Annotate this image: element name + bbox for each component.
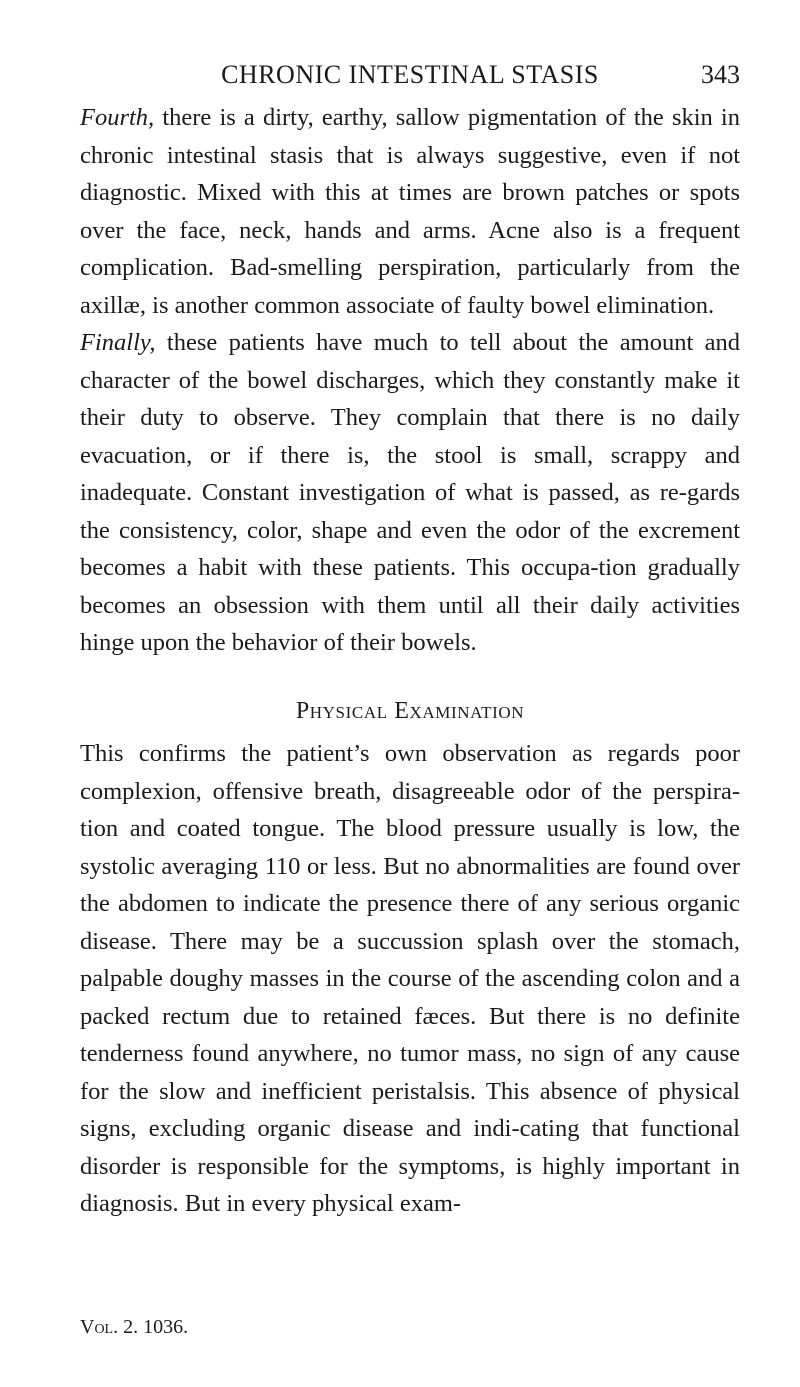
body-text [80, 99, 740, 1223]
page-number: 343 [701, 60, 740, 89]
paragraph-lead-fourth: Fourth, [80, 104, 155, 131]
volume-label: Vol. 2. [80, 1316, 139, 1338]
running-title: CHRONIC INTESTINAL STASIS [221, 60, 599, 89]
paragraph-text-finally: these patients have much to tell about the amount and character of the bowel discharges, which they constantly make it their duty to observe. They complain that there is no daily evacuation, or if there is, the stool is small, scrappy and inadequate. Constant investigation of what is passed, as re-gards the consistency, color, shape and even the odor of the excrement becomes a habit with these patients. This occupa-tion gradually becomes an obsession with them until all their daily activities hinge upon the behavior of their bowels. [80, 329, 740, 656]
paragraph-text-fourth: there is a dirty, earthy, sallow pigmentation of the skin in chronic intestinal stasis that is always suggestive, even if not diagnostic. Mixed with this at times are brown patches or spots over the face, neck, hands and arms. Acne also is a frequent complication. Bad-smelling perspiration, particularly from the axillæ, is another common associate of faulty bowel elimination. [80, 104, 740, 319]
volume-number: 1036. [143, 1316, 189, 1338]
paragraph-finally [80, 324, 740, 662]
paragraph-fourth [80, 99, 740, 324]
paragraph-lead-finally: Finally, [80, 329, 156, 356]
section-heading: Physical Examination [295, 697, 525, 724]
volume-footer [80, 1313, 188, 1341]
paragraph-physical-examination: This confirms the patient’s own observation as regards poor complexion, offensive breath, disagreeable odor of the perspira-tion and coated tongue. The blood pressure usually is low, the systolic averaging 110 or less. But no abnormalities are found over the abdomen to indicate the presence there of any serious organic disease. There may be a succussion splash over the stomach, palpable doughy masses in the course of the ascending colon and a packed rectum due to retained fæces. But there is no definite tenderness found anywhere, no tumor mass, no sign of any cause for the slow and inefficient peristalsis. This absence of physical signs, excluding organic disease and indi-cating that functional disorder is responsible for the symptoms, is highly important in diagnosis. But in every physical exam- [80, 740, 740, 1217]
running-head [80, 58, 740, 92]
